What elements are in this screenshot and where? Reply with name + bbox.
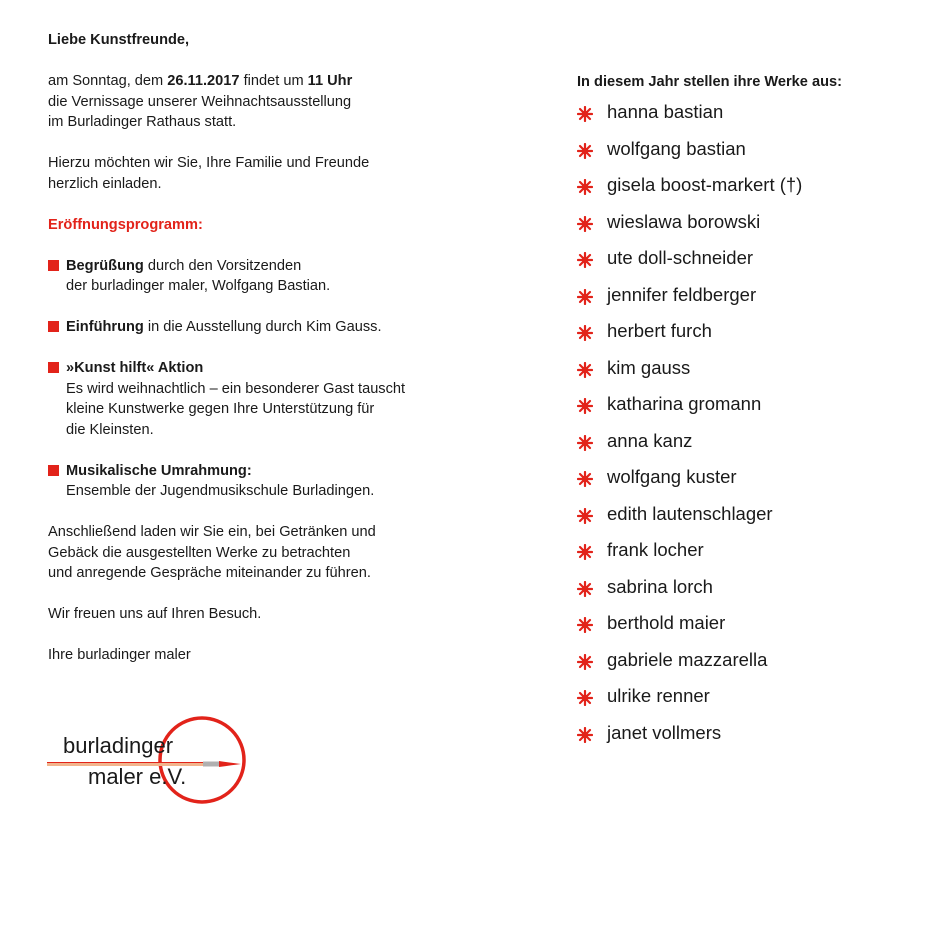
artist-name: edith lautenschlager — [607, 502, 773, 524]
logo-text-line1: burladinger — [63, 733, 174, 758]
list-item — [577, 721, 917, 758]
red-star-icon — [577, 725, 593, 741]
red-square-icon — [48, 260, 59, 271]
list-item — [577, 100, 917, 137]
artist-name: kim gauss — [607, 356, 691, 378]
list-item — [577, 319, 917, 356]
red-square-icon — [48, 321, 59, 332]
red-star-icon — [577, 177, 593, 193]
red-star-icon — [577, 579, 593, 595]
red-star-icon — [577, 688, 593, 704]
red-star-icon — [577, 250, 593, 266]
list-item — [577, 429, 917, 466]
greeting: Liebe Kunstfreunde, — [48, 32, 190, 48]
invite-paragraph: Hierzu möchten wir Sie, Ihre Familie und Freunde herzlich einladen. — [48, 155, 370, 192]
program-item-music: Musikalische Umrahmung: Ensemble der Jugendmusikschule Burladingen. — [48, 461, 468, 502]
artist-name: wolfgang kuster — [607, 466, 737, 487]
list-item — [577, 392, 917, 429]
program-item-welcome: Begrüßung durch den Vorsitzenden der burladinger maler, Wolfgang Bastian. — [48, 256, 468, 297]
artist-name: frank locher — [607, 539, 704, 560]
artist-name: jennifer feldberger — [607, 283, 757, 305]
artist-name: anna kanz — [607, 429, 693, 451]
red-star-icon — [577, 141, 593, 157]
list-item — [577, 684, 917, 721]
list-item — [577, 538, 917, 575]
club-logo — [45, 712, 255, 812]
artist-name: berthold maier — [607, 612, 726, 633]
logo-circle — [160, 718, 244, 802]
artist-name: wolfgang bastian — [607, 137, 746, 159]
list-item — [577, 465, 917, 502]
logo-text-line2: maler e.V. — [88, 764, 187, 789]
logo-brush-tip — [219, 761, 241, 767]
intro-paragraph: am Sonntag, dem 26.11.2017 findet um 11 Uhr die Vernissage unserer Weihnachtsausstellung im Burladinger Rathaus statt. — [48, 73, 353, 130]
program-item-introduction: Einführung in die Ausstellung durch Kim Gauss. — [48, 317, 468, 338]
signature: Ihre burladinger maler — [48, 647, 191, 663]
artist-name: janet vollmers — [607, 721, 722, 743]
artists-section — [577, 72, 917, 757]
list-item — [577, 137, 917, 174]
artist-name: katharina gromann — [607, 393, 762, 414]
red-star-icon — [577, 287, 593, 303]
invitation-text — [48, 30, 468, 666]
list-item — [577, 210, 917, 247]
artist-name: gabriele mazzarella — [607, 648, 768, 670]
artist-name: sabrina lorch — [607, 575, 713, 597]
red-star-icon — [577, 615, 593, 631]
red-star-icon — [577, 469, 593, 485]
program-heading: Eröffnungsprogramm: — [48, 216, 203, 233]
list-item — [577, 356, 917, 393]
artist-name: herbert furch — [607, 320, 712, 341]
list-item — [577, 173, 917, 210]
artist-list — [577, 100, 917, 757]
closing-paragraph: Anschließend laden wir Sie ein, bei Getränken und Gebäck die ausgestellten Werke zu betrachten und anregende Gespräche miteinander zu führen. — [48, 524, 376, 581]
red-star-icon — [577, 360, 593, 376]
artist-name: wieslawa borowski — [607, 210, 761, 232]
visit-line: Wir freuen uns auf Ihren Besuch. — [48, 606, 262, 622]
event-time: 11 Uhr — [307, 73, 353, 89]
event-date: 26.11.2017 — [167, 73, 240, 89]
artist-name: ute doll-schneider — [607, 247, 754, 268]
red-square-icon — [48, 465, 59, 476]
list-item — [577, 611, 917, 648]
program-item-kunst-hilft: »Kunst hilft« Aktion Es wird weihnachtlich – ein besonderer Gast tauscht kleine Kunstwerke gegen Ihre Unterstützung für die Kleinsten. — [48, 358, 468, 440]
list-item — [577, 648, 917, 685]
red-square-icon — [48, 362, 59, 373]
artists-title: In diesem Jahr stellen ihre Werke aus: — [577, 74, 842, 90]
list-item — [577, 502, 917, 539]
red-star-icon — [577, 542, 593, 558]
list-item — [577, 575, 917, 612]
list-item — [577, 283, 917, 320]
red-star-icon — [577, 214, 593, 230]
red-star-icon — [577, 323, 593, 339]
list-item — [577, 246, 917, 283]
red-star-icon — [577, 396, 593, 412]
red-star-icon — [577, 433, 593, 449]
red-star-icon — [577, 506, 593, 522]
red-star-icon — [577, 652, 593, 668]
artist-name: ulrike renner — [607, 685, 710, 706]
artist-name: gisela boost-markert (†) — [607, 174, 803, 195]
red-star-icon — [577, 104, 593, 120]
artist-name: hanna bastian — [607, 101, 724, 122]
